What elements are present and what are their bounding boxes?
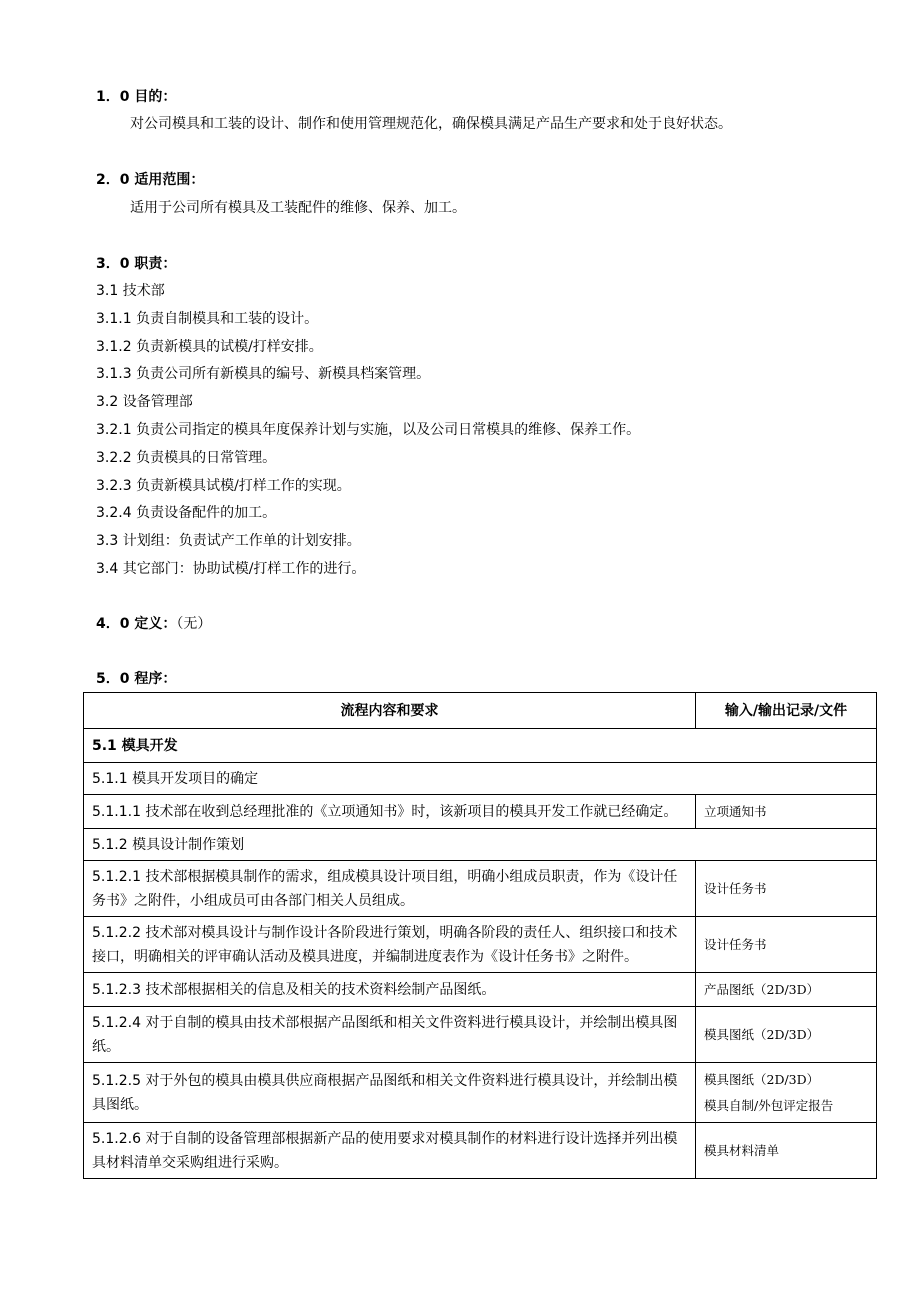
row-content: 5.1.2.4 对于自制的模具由技术部根据产品图纸和相关文件资料进行模具设计，并绘制出模具图纸。 (84, 1007, 696, 1063)
procedure-table (83, 692, 877, 1179)
row-output: 设计任务书 (696, 917, 877, 973)
row-content: 5.1.2.1 技术部根据模具制作的需求，组成模具设计项目组，明确小组成员职责，作为《设计任务书》之附件，小组成员可由各部门相关人员组成。 (84, 861, 696, 917)
table-row (84, 917, 877, 973)
row-content: 5.1.2.3 技术部根据相关的信息及相关的技术资料绘制产品图纸。 (84, 973, 696, 1007)
row-output: 产品图纸（2D/3D） (696, 973, 877, 1007)
section-2-text: 适用于公司所有模具及工装配件的维修、保养、加工。 (130, 200, 466, 216)
section-4-heading: 4．0 定义： (96, 616, 177, 632)
table-row (84, 729, 877, 763)
section-5-1-title: 5.1 模具开发 (84, 729, 877, 763)
table-header-row (84, 693, 877, 729)
duty-line: 3.1 技术部 (96, 283, 165, 299)
section-3-heading: 3．0 职责： (96, 256, 177, 272)
row-output: 立项通知书 (696, 795, 877, 829)
section-5-heading: 5．0 程序： (96, 671, 177, 687)
table-row (84, 763, 877, 795)
duty-line: 3.1.1 负责自制模具和工装的设计。 (96, 311, 319, 327)
table-row (84, 829, 877, 861)
duty-line: 3.2.3 负责新模具试模/打样工作的实现。 (96, 478, 351, 494)
row-output: 模具图纸（2D/3D） (696, 1007, 877, 1063)
header-output: 输入/输出记录/文件 (696, 693, 877, 729)
row-content: 5.1.2.6 对于自制的设备管理部根据新产品的使用要求对模具制作的材料进行设计选择并列出模具材料清单交采购组进行采购。 (84, 1123, 696, 1179)
duty-line: 3.2.2 负责模具的日常管理。 (96, 450, 277, 466)
duty-line: 3.2.1 负责公司指定的模具年度保养计划与实施，以及公司日常模具的维修、保养工作。 (96, 422, 641, 438)
row-output: 模具材料清单 (696, 1123, 877, 1179)
row-output-line: 模具自制/外包评定报告 (704, 1098, 834, 1113)
row-output (696, 1063, 877, 1123)
section-1-heading: 1．0 目的： (96, 89, 177, 105)
section-1-text: 对公司模具和工装的设计、制作和使用管理规范化，确保模具满足产品生产要求和处于良好状态。 (130, 116, 732, 132)
table-row (84, 1007, 877, 1063)
duty-line: 3.1.3 负责公司所有新模具的编号、新模具档案管理。 (96, 366, 431, 382)
row-content: 5.1.2.5 对于外包的模具由模具供应商根据产品图纸和相关文件资料进行模具设计，并绘制出模具图纸。 (84, 1063, 696, 1123)
row-content: 5.1.1.1 技术部在收到总经理批准的《立项通知书》时，该新项目的模具开发工作就已经确定。 (84, 795, 696, 829)
header-content: 流程内容和要求 (84, 693, 696, 729)
duty-line: 3.3 计划组：负责试产工作单的计划安排。 (96, 533, 361, 549)
row-output: 设计任务书 (696, 861, 877, 917)
section-2-heading: 2．0 适用范围： (96, 172, 205, 188)
subsection-5-1-1: 5.1.1 模具开发项目的确定 (84, 763, 877, 795)
subsection-5-1-2: 5.1.2 模具设计制作策划 (84, 829, 877, 861)
table-row (84, 973, 877, 1007)
table-row (84, 795, 877, 829)
duty-line: 3.2 设备管理部 (96, 394, 193, 410)
section-4 (96, 614, 211, 634)
table-row (84, 1063, 877, 1123)
row-output-line: 模具图纸（2D/3D） (704, 1072, 820, 1087)
row-content: 5.1.2.2 技术部对模具设计与制作设计各阶段进行策划，明确各阶段的责任人、组织接口和技术接口，明确相关的评审确认活动及模具进度，并编制进度表作为《设计任务书》之附件。 (84, 917, 696, 973)
section-4-text: （无） (176, 616, 212, 632)
duty-line: 3.1.2 负责新模具的试模/打样安排。 (96, 339, 323, 355)
duty-line: 3.2.4 负责设备配件的加工。 (96, 505, 277, 521)
duty-line: 3.4 其它部门：协助试模/打样工作的进行。 (96, 561, 366, 577)
table-row (84, 861, 877, 917)
table-row (84, 1123, 877, 1179)
